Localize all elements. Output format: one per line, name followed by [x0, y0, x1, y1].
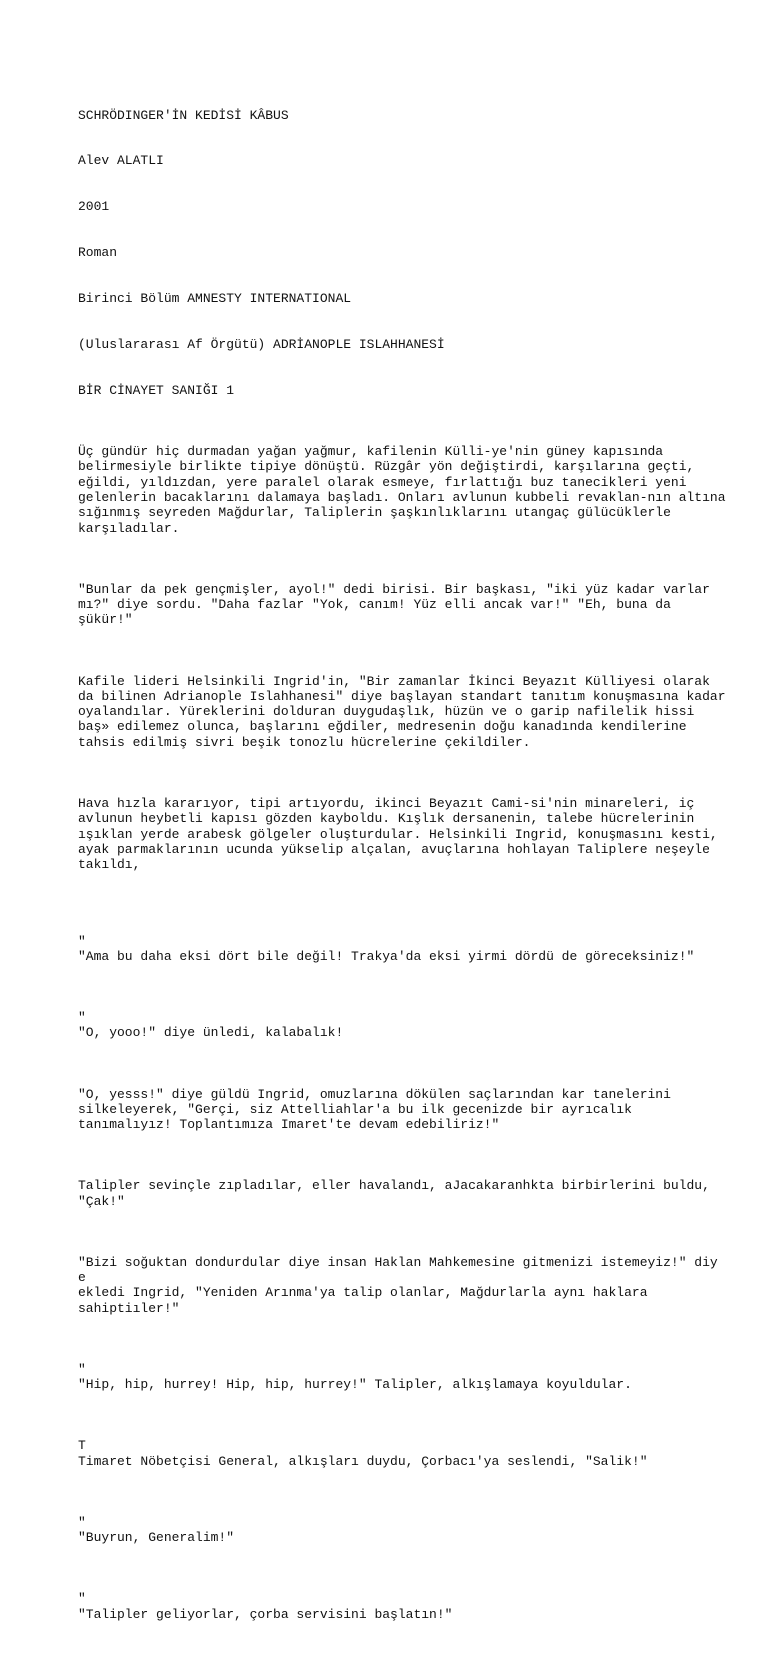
chapter-heading: BİR CİNAYET SANIĞI 1	[78, 382, 235, 398]
paragraph: Üç gündür hiç durmadan yağan yağmur, kafilenin Külli-ye'nin güney kapısında belirmesiyle birlikte tipiye dönüştü. Rüzgâr yön değiştirdi, karşılarına geçti, eğildi, yıldızdan, yere paralel olarak esmeye, fırlattığı buz tanecikleri yeni gelenlerin bacaklarını dalamaya başladı. Onları avlunun kubbeli revaklan-nın altına sığınmış seyreden Mağdurlar, Taliplerin şaşkınlıklarını utangaç gülücüklerle karşıladılar.	[78, 444, 726, 536]
paragraph: " "Talipler geliyorlar, çorba servisini başlatın!"	[78, 1591, 453, 1622]
book-genre: Roman	[78, 245, 118, 261]
paragraph: " "Buyrun, Generalim!"	[78, 1514, 235, 1546]
paragraph: "Bizi soğuktan dondurdular diye insan Haklan Mahkemesine gitmenizi istemeyiz!" diy e ekledi Ingrid, "Yeniden Arınma'ya talip olanlar, Mağdurlarla aynı haklara sahiptiıler!"	[78, 1254, 718, 1316]
paragraph: " "Ama bu daha eksi dört bile değil! Trakya'da eksi yirmi dördü de göreceksiniz!"	[78, 933, 695, 964]
paragraph: Hava hızla kararıyor, tipi artıyordu, ikinci Beyazıt Cami-si'nin minareleri, iç avlunun heybetli kapısı gözden kayboldu. Kışlık dersanenin, talebe hücrelerinin ışıklan yerde arabesk gölgeler oluşturdular. Helsinkili Ingrid, konuşmasını kesti, ayak parmaklarının ucunda yükselip alçalan, avuçlarına hohlayan Taliplere neşeyle takıldı,	[78, 795, 718, 873]
part-subheading: (Uluslararası Af Örgütü) ADRİANOPLE ISLAHHANESİ	[78, 337, 445, 353]
paragraph: "O, yesss!" diye güldü Ingrid, omuzlarına dökülen saçlarından kar tanelerini silkeleyerek, "Gerçi, siz Attelliahlar'a bu ilk gecenizde bir ayrıcalık tanımalıyız! Toplantımıza Imaret'te devam edebiliriz!"	[78, 1086, 671, 1133]
book-title: SCHRÖDINGER'İN KEDİSİ KÂBUS	[78, 107, 289, 123]
paragraph: Talipler sevinçle zıpladılar, eller havalandı, aJacakaranhkta birbirlerini buldu, "Çak!"	[78, 1178, 710, 1209]
paragraph: "Bunlar da pek gençmişler, ayol!" dedi birisi. Bir başkası, "iki yüz kadar varlar mı?" diye sordu. "Daha fazlar "Yok, canım! Yüz elli ancak var!" "Eh, buna da şükür!"	[78, 581, 710, 628]
paragraph: T Timaret Nöbetçisi General, alkışları duydu, Çorbacı'ya seslendi, "Salik!"	[78, 1438, 648, 1469]
document-page	[78, 77, 758, 1653]
part-heading: Birinci Bölüm AMNESTY INTERNATIONAL	[78, 291, 352, 307]
paragraph: " "O, yooo!" diye ünledi, kalabalık!	[78, 1010, 344, 1041]
book-year: 2001	[78, 199, 110, 215]
book-author: Alev ALATLI	[78, 153, 164, 169]
paragraph: Kafile lideri Helsinkili Ingrid'in, "Bir zamanlar İkinci Beyazıt Külliyesi olarak da bilinen Adrianople Islahhanesi" diye başlayan standart tanıtım konuşmasına kadar oyalandılar. Yüreklerini dolduran duygudaşlık, hüzün ve o garip nafilelik hissi baş» edilemez olunca, başlarını eğdiler, medresenin doğu kanadında kendilerine tahsis edilmiş sivri beşik tonozlu hücrelerine çekildiler.	[78, 673, 726, 750]
paragraph: " "Hip, hip, hurrey! Hip, hip, hurrey!" Talipler, alkışlamaya koyuldular.	[78, 1361, 632, 1393]
